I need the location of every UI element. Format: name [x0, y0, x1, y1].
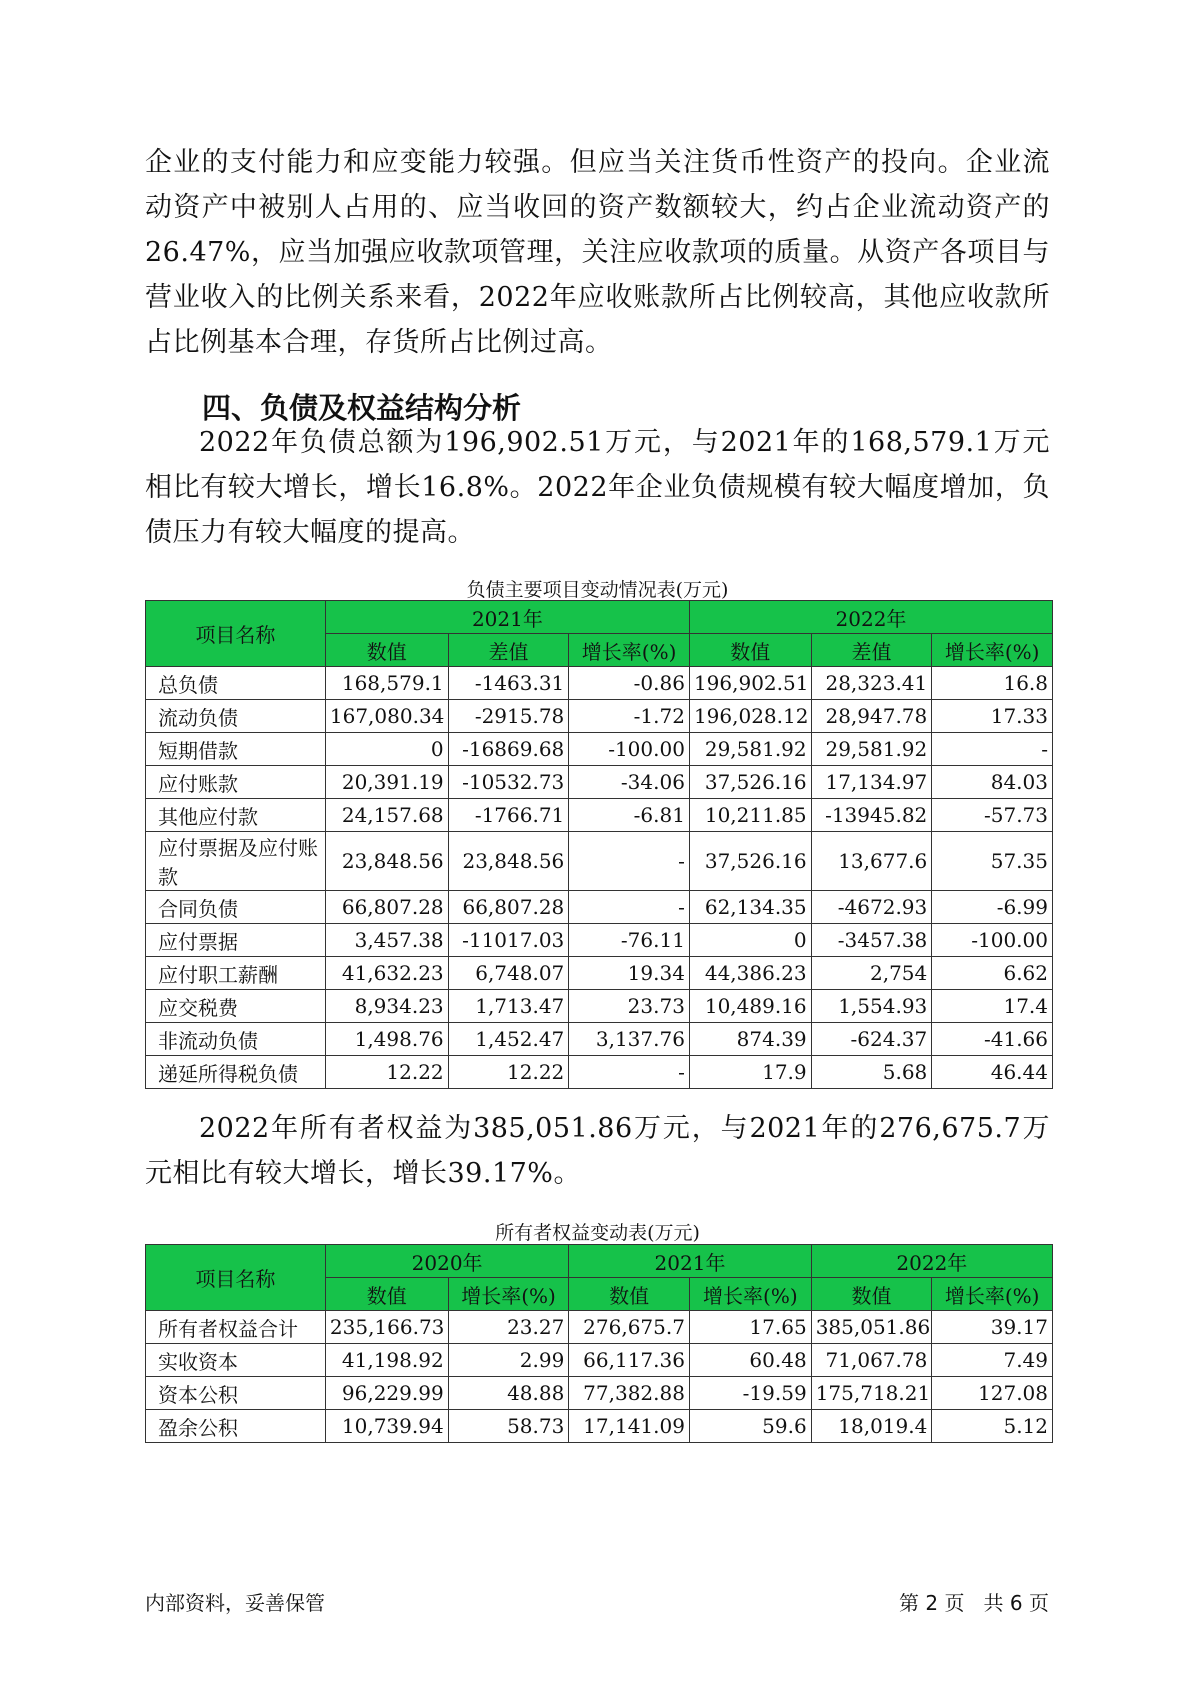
- value-cell: 29,581.92: [689, 733, 811, 766]
- value-cell: 57.35: [932, 832, 1053, 891]
- value-cell: 41,198.92: [325, 1344, 448, 1377]
- value-cell: 5.68: [811, 1056, 932, 1089]
- row-label-cell: 应付账款: [146, 766, 326, 799]
- value-cell: 24,157.68: [325, 799, 448, 832]
- value-cell: 17.65: [689, 1311, 811, 1344]
- equity-year-header-2021: 2021年: [569, 1245, 811, 1278]
- value-cell: 10,211.85: [689, 799, 811, 832]
- section-heading: 四、负债及权益结构分析: [202, 391, 522, 425]
- row-label-cell: 应付票据及应付账款: [146, 832, 326, 891]
- equity-year-header-2022: 2022年: [811, 1245, 1052, 1278]
- value-cell: 6.62: [932, 957, 1053, 990]
- value-cell: 3,137.76: [569, 1023, 690, 1056]
- value-cell: -1463.31: [448, 667, 569, 700]
- value-cell: 59.6: [689, 1410, 811, 1443]
- row-label-cell: 资本公积: [146, 1377, 326, 1410]
- value-cell: 39.17: [932, 1311, 1053, 1344]
- value-cell: -57.73: [932, 799, 1053, 832]
- value-cell: 66,807.28: [448, 891, 569, 924]
- value-cell: 23.27: [448, 1311, 569, 1344]
- value-cell: 168,579.1: [325, 667, 448, 700]
- value-cell: 62,134.35: [689, 891, 811, 924]
- table-row: [146, 891, 1053, 924]
- row-label-cell: 非流动负债: [146, 1023, 326, 1056]
- value-cell: -100.00: [569, 733, 690, 766]
- paragraph-asset-analysis: 企业的支付能力和应变能力较强。但应当关注货币性资产的投向。企业流动资产中被别人占用的、应当收回的资产数额较大，约占企业流动资产的26.47%，应当加强应收款项管理，关注应收款项的质量。从资产各项目与营业收入的比例关系来看，2022年应收账款所占比例较高，其他应收款所占比例基本合理，存货所占比例过高。: [145, 147, 1050, 358]
- table-row: [146, 832, 1053, 891]
- liability-subheader: 数值: [689, 634, 811, 667]
- value-cell: 37,526.16: [689, 766, 811, 799]
- value-cell: -16869.68: [448, 733, 569, 766]
- equity-table-caption: 所有者权益变动表(万元): [495, 1222, 700, 1244]
- liability-subheader: 差值: [811, 634, 932, 667]
- value-cell: 235,166.73: [325, 1311, 448, 1344]
- table-row: [146, 1410, 1053, 1443]
- row-label-cell: 递延所得税负债: [146, 1056, 326, 1089]
- paragraph-liability-summary: 2022年负债总额为196,902.51万元，与2021年的168,579.1万元相比有较大增长，增长16.8%。2022年企业负债规模有较大幅度增加，负债压力有较大幅度的提高。: [145, 427, 1050, 548]
- value-cell: 13,677.6: [811, 832, 932, 891]
- value-cell: 17.4: [932, 990, 1053, 1023]
- value-cell: 175,718.21: [811, 1377, 932, 1410]
- value-cell: -: [932, 733, 1053, 766]
- equity-subheader: 增长率(%): [689, 1278, 811, 1311]
- equity-subheader: 数值: [325, 1278, 448, 1311]
- value-cell: -624.37: [811, 1023, 932, 1056]
- row-label-cell: 应付票据: [146, 924, 326, 957]
- value-cell: 71,067.78: [811, 1344, 932, 1377]
- value-cell: 1,713.47: [448, 990, 569, 1023]
- value-cell: 3,457.38: [325, 924, 448, 957]
- equity-table-body: [146, 1311, 1053, 1443]
- liability-table-caption: 负债主要项目变动情况表(万元): [466, 579, 729, 601]
- row-label-cell: 盈余公积: [146, 1410, 326, 1443]
- value-cell: 6,748.07: [448, 957, 569, 990]
- value-cell: -6.99: [932, 891, 1053, 924]
- value-cell: -76.11: [569, 924, 690, 957]
- value-cell: 0: [689, 924, 811, 957]
- row-label-cell: 短期借款: [146, 733, 326, 766]
- value-cell: 2.99: [448, 1344, 569, 1377]
- value-cell: 18,019.4: [811, 1410, 932, 1443]
- value-cell: 17,134.97: [811, 766, 932, 799]
- footer-page-number: 第 2 页 共 6 页: [899, 1591, 1049, 1615]
- value-cell: 196,028.12: [689, 700, 811, 733]
- value-cell: 60.48: [689, 1344, 811, 1377]
- liability-subheader: 增长率(%): [932, 634, 1053, 667]
- table-row: [146, 700, 1053, 733]
- value-cell: 41,632.23: [325, 957, 448, 990]
- row-label-cell: 所有者权益合计: [146, 1311, 326, 1344]
- equity-table: [145, 1244, 1053, 1443]
- row-label-cell: 应付职工薪酬: [146, 957, 326, 990]
- table-row: [146, 1311, 1053, 1344]
- value-cell: 12.22: [448, 1056, 569, 1089]
- table-row: [146, 924, 1053, 957]
- value-cell: 16.8: [932, 667, 1053, 700]
- table-row: [146, 667, 1053, 700]
- table-row: [146, 1056, 1053, 1089]
- footer-confidential-note: 内部资料，妥善保管: [145, 1591, 325, 1615]
- value-cell: -6.81: [569, 799, 690, 832]
- equity-subheader: 数值: [569, 1278, 690, 1311]
- value-cell: 5.12: [932, 1410, 1053, 1443]
- value-cell: 276,675.7: [569, 1311, 690, 1344]
- table-row: [146, 799, 1053, 832]
- equity-name-header: 项目名称: [146, 1245, 326, 1311]
- value-cell: 58.73: [448, 1410, 569, 1443]
- value-cell: 77,382.88: [569, 1377, 690, 1410]
- equity-subheader: 增长率(%): [448, 1278, 569, 1311]
- value-cell: 7.49: [932, 1344, 1053, 1377]
- table-row: [146, 1344, 1053, 1377]
- table-row: [146, 957, 1053, 990]
- equity-subheader: 数值: [811, 1278, 932, 1311]
- value-cell: 874.39: [689, 1023, 811, 1056]
- value-cell: -: [569, 832, 690, 891]
- value-cell: 29,581.92: [811, 733, 932, 766]
- value-cell: 37,526.16: [689, 832, 811, 891]
- value-cell: 23,848.56: [448, 832, 569, 891]
- value-cell: 23.73: [569, 990, 690, 1023]
- value-cell: 1,452.47: [448, 1023, 569, 1056]
- value-cell: -41.66: [932, 1023, 1053, 1056]
- value-cell: 12.22: [325, 1056, 448, 1089]
- value-cell: -19.59: [689, 1377, 811, 1410]
- value-cell: 196,902.51: [689, 667, 811, 700]
- value-cell: 385,051.86: [811, 1311, 932, 1344]
- value-cell: 8,934.23: [325, 990, 448, 1023]
- liability-table-body: [146, 667, 1053, 1089]
- liability-name-header: 项目名称: [146, 601, 326, 667]
- value-cell: 28,323.41: [811, 667, 932, 700]
- value-cell: 46.44: [932, 1056, 1053, 1089]
- equity-subheader: 增长率(%): [932, 1278, 1053, 1311]
- value-cell: -0.86: [569, 667, 690, 700]
- equity-year-header-2020: 2020年: [325, 1245, 568, 1278]
- value-cell: 127.08: [932, 1377, 1053, 1410]
- row-label-cell: 应交税费: [146, 990, 326, 1023]
- value-cell: 84.03: [932, 766, 1053, 799]
- value-cell: 2,754: [811, 957, 932, 990]
- table-row: [146, 1377, 1053, 1410]
- table-row: [146, 990, 1053, 1023]
- row-label-cell: 实收资本: [146, 1344, 326, 1377]
- liability-subheader: 增长率(%): [569, 634, 690, 667]
- value-cell: 167,080.34: [325, 700, 448, 733]
- value-cell: 19.34: [569, 957, 690, 990]
- value-cell: 17,141.09: [569, 1410, 690, 1443]
- value-cell: 10,489.16: [689, 990, 811, 1023]
- liability-table: [145, 600, 1053, 1089]
- value-cell: -4672.93: [811, 891, 932, 924]
- value-cell: 44,386.23: [689, 957, 811, 990]
- value-cell: -13945.82: [811, 799, 932, 832]
- row-label-cell: 流动负债: [146, 700, 326, 733]
- value-cell: 0: [325, 733, 448, 766]
- value-cell: -3457.38: [811, 924, 932, 957]
- value-cell: -10532.73: [448, 766, 569, 799]
- liability-year-header-2021: 2021年: [325, 601, 689, 634]
- value-cell: 28,947.78: [811, 700, 932, 733]
- value-cell: 20,391.19: [325, 766, 448, 799]
- table-row: [146, 1023, 1053, 1056]
- value-cell: 10,739.94: [325, 1410, 448, 1443]
- value-cell: 48.88: [448, 1377, 569, 1410]
- value-cell: -: [569, 891, 690, 924]
- value-cell: -100.00: [932, 924, 1053, 957]
- row-label-cell: 总负债: [146, 667, 326, 700]
- table-row: [146, 733, 1053, 766]
- row-label-cell: 其他应付款: [146, 799, 326, 832]
- value-cell: 66,807.28: [325, 891, 448, 924]
- paragraph-equity-summary: 2022年所有者权益为385,051.86万元，与2021年的276,675.7万元相比有较大增长，增长39.17%。: [145, 1113, 1050, 1189]
- table-row: [146, 766, 1053, 799]
- value-cell: 1,498.76: [325, 1023, 448, 1056]
- liability-subheader: 差值: [448, 634, 569, 667]
- value-cell: 17.9: [689, 1056, 811, 1089]
- value-cell: -34.06: [569, 766, 690, 799]
- value-cell: 17.33: [932, 700, 1053, 733]
- value-cell: 1,554.93: [811, 990, 932, 1023]
- value-cell: 23,848.56: [325, 832, 448, 891]
- liability-subheader: 数值: [325, 634, 448, 667]
- value-cell: -1.72: [569, 700, 690, 733]
- value-cell: -: [569, 1056, 690, 1089]
- value-cell: 96,229.99: [325, 1377, 448, 1410]
- value-cell: -2915.78: [448, 700, 569, 733]
- row-label-cell: 合同负债: [146, 891, 326, 924]
- liability-year-header-2022: 2022年: [689, 601, 1052, 634]
- value-cell: -1766.71: [448, 799, 569, 832]
- value-cell: -11017.03: [448, 924, 569, 957]
- value-cell: 66,117.36: [569, 1344, 690, 1377]
